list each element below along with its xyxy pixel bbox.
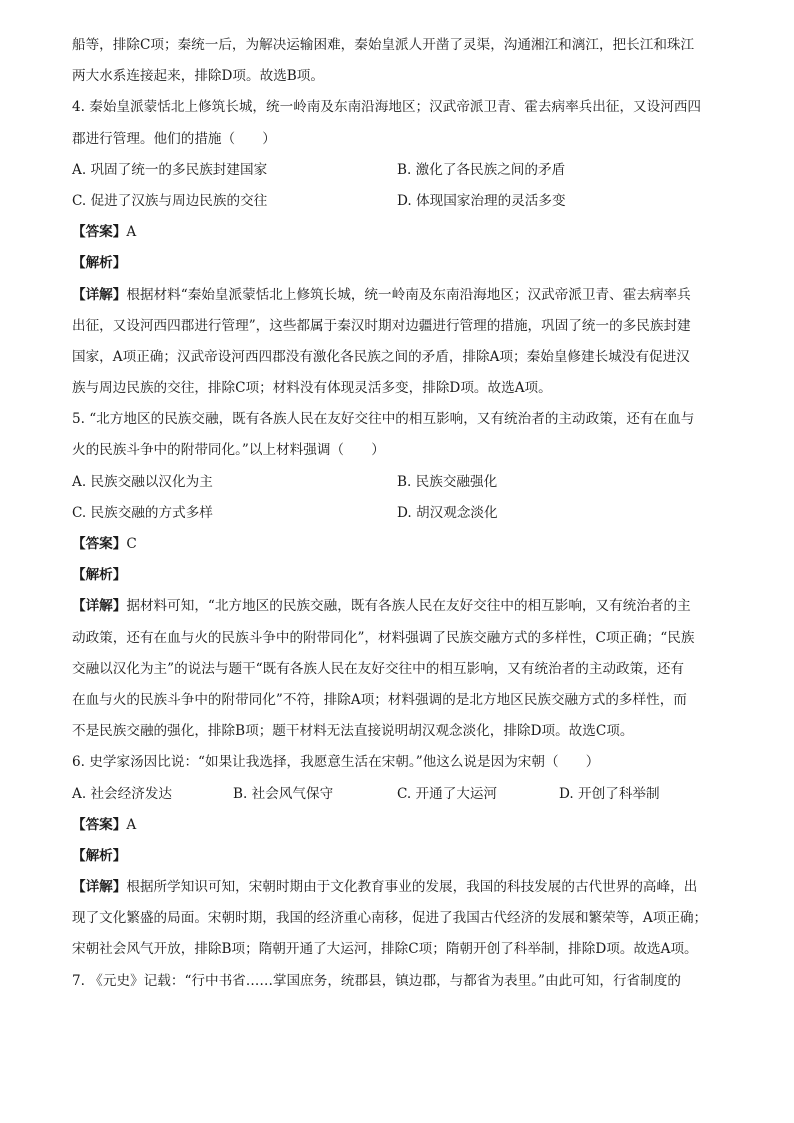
q4-analysis-tag: 【解析】 [72, 255, 127, 272]
q4-answer [72, 217, 732, 248]
q5-option-d: D. 胡汉观念淡化 [397, 504, 498, 521]
q4-detail-tag: 【详解】 [72, 286, 127, 303]
q6-detail-tag: 【详解】 [72, 879, 127, 896]
q6-detail-line-2: 现了文化繁盛的局面。宋朝时期，我国的经济重心南移，促进了我国古代经济的发展和繁荣等，A项正确； [72, 910, 708, 927]
q4-detail-line-3: 国家，A项正确；汉武帝设河西四郡没有激化各民族之间的矛盾，排除A项；秦始皇修建长城没有促进汉 [72, 348, 690, 365]
q4-options-row-1 [72, 155, 732, 186]
q6-stem-line-1: 6. 史学家汤因比说：“如果让我选择，我愿意生活在宋朝。”他这么说是因为宋朝（ ） [72, 754, 600, 771]
q5-answer-value: C [126, 536, 137, 552]
q4-detail-line-1: 【详解】根据材料“秦始皇派蒙恬北上修筑长城，统一岭南及东南沿海地区；汉武帝派卫青、霍去病率兵 [72, 286, 691, 303]
q6-detail-line-1: 【详解】根据所学知识可知，宋朝时期由于文化教育事业的发展，我国的科技发展的古代世界的高峰，出 [72, 879, 698, 896]
q5-option-b: B. 民族交融强化 [397, 473, 498, 490]
q5-stem-line-2: 火的民族斗争中的附带同化。”以上材料强调（ ） [72, 442, 385, 459]
q5-options-row-2 [72, 498, 732, 529]
q5-detail-tag: 【详解】 [72, 598, 127, 615]
q5-options-row-1 [72, 467, 732, 498]
continuation-line-1: 船等，排除C项；秦统一后，为解决运输困难，秦始皇派人开凿了灵渠，沟通湘江和漓江，把长江和珠江 [72, 37, 695, 53]
q4-options-row-2 [72, 186, 732, 217]
q5-analysis-tag: 【解析】 [72, 567, 127, 584]
q6-option-b: B. 社会风气保守 [233, 785, 334, 802]
q4-detail-line-2: 出征，又设河西四郡进行管理”，这些都属于秦汉时期对边疆进行管理的措施，巩固了统一的多民族封建 [72, 317, 691, 334]
q4-option-c: C. 促进了汉族与周边民族的交往 [72, 192, 268, 209]
q4-option-a: A. 巩固了统一的多民族封建国家 [72, 161, 268, 178]
q5-option-a: A. 民族交融以汉化为主 [72, 473, 213, 490]
q4-option-d: D. 体现国家治理的灵活多变 [397, 192, 566, 209]
document-page [72, 30, 732, 997]
q5-detail-line-1: 【详解】据材料可知，“北方地区的民族交融，既有各族人民在友好交往中的相互影响，又有统治者的主 [72, 598, 691, 615]
q5-stem-line-1: 5. “北方地区的民族交融，既有各族人民在友好交往中的相互影响，又有统治者的主动政策，还有在血与 [72, 411, 695, 428]
q6-option-a: A. 社会经济发达 [72, 785, 173, 802]
q6-answer-value: A [126, 816, 137, 833]
q4-option-b: B. 激化了各民族之间的矛盾 [397, 161, 566, 178]
q5-detail-line-4: 在血与火的民族斗争中的附带同化”不符，排除A项；材料强调的是北方地区民族交融方式的多样性，而 [72, 691, 687, 708]
q5-detail-line-2: 动政策，还有在血与火的民族斗争中的附带同化”，材料强调了民族交融方式的多样性，C项正确；“民族 [72, 629, 695, 646]
q7-stem-line-1: 7. 《元史》记载：“行中书省……掌国庶务，统郡县，镇边郡，与都省为表里。”由此可知，行省制度的 [72, 972, 681, 989]
q4-stem-line-2: 郡进行管理。他们的措施（ ） [72, 130, 276, 147]
q6-answer [72, 810, 732, 841]
q5-detail-line-5: 不是民族交融的强化，排除B项；题干材料无法直接说明胡汉观念淡化，排除D项。故选C项。 [72, 723, 634, 740]
q5-answer-tag: 【答案】 [72, 536, 127, 552]
q4-detail-line-4: 族与周边民族的交往，排除C项；材料没有体现灵活多变，排除D项。故选A项。 [72, 380, 552, 397]
q5-answer [72, 529, 732, 560]
q6-analysis-tag: 【解析】 [72, 847, 127, 864]
continuation-line-2: 两大水系连接起来，排除D项。故选B项。 [72, 68, 324, 85]
q6-answer-tag: 【答案】 [72, 816, 127, 833]
q6-option-c: C. 开通了大运河 [397, 785, 498, 802]
q4-stem-line-1: 4. 秦始皇派蒙恬北上修筑长城，统一岭南及东南沿海地区；汉武帝派卫青、霍去病率兵出征，又设河西四 [72, 99, 702, 116]
q4-answer-tag: 【答案】 [72, 224, 127, 241]
q6-option-d: D. 开创了科举制 [559, 785, 660, 802]
q6-options-row [72, 779, 732, 810]
q5-option-c: C. 民族交融的方式多样 [72, 504, 213, 521]
q4-answer-value: A [126, 224, 137, 241]
q6-detail-line-3: 宋朝社会风气开放，排除B项；隋朝开通了大运河，排除C项；隋朝开创了科举制，排除D项。故选A项。 [72, 941, 698, 958]
q5-detail-line-3: 交融以汉化为主”的说法与题干“既有各族人民在友好交往中的相互影响，又有统治者的主动政策，还有 [72, 660, 685, 677]
